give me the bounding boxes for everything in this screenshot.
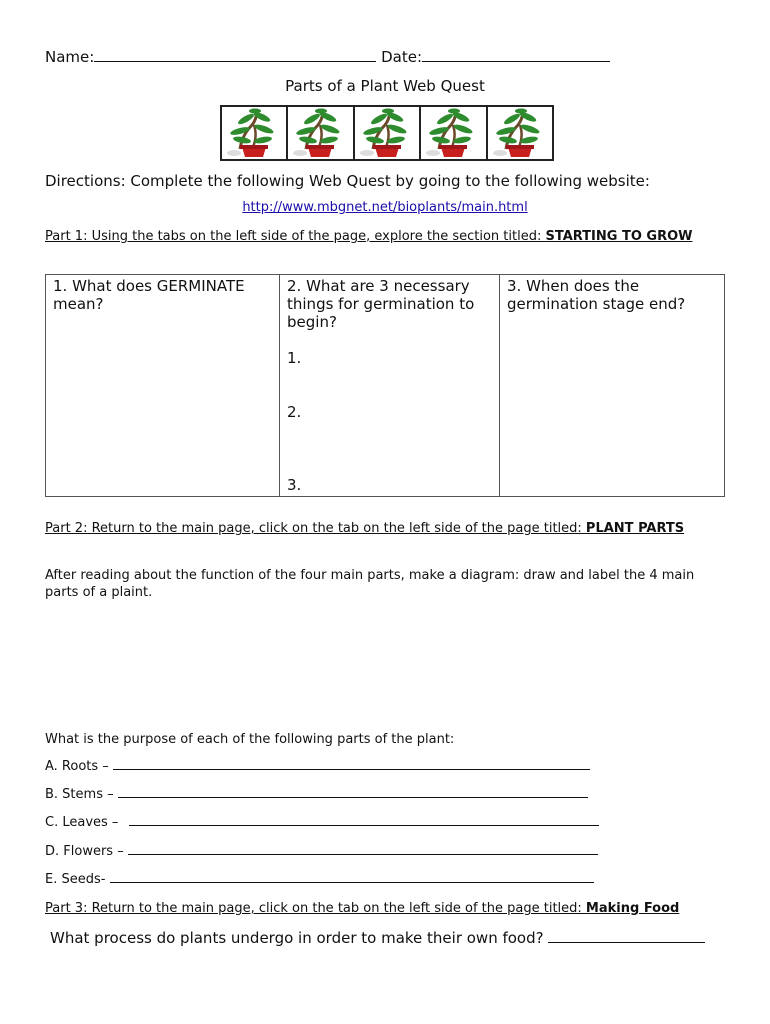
question-cell-2[interactable] [280, 275, 500, 497]
name-label: Name: [45, 48, 95, 66]
date-label: Date: [381, 48, 422, 66]
leaves-label: C. Leaves – [45, 815, 119, 830]
leaves-answer-field[interactable] [129, 815, 599, 826]
question-3: 3. When does the germination stage end? [507, 277, 686, 313]
question-cell-1[interactable] [46, 275, 280, 497]
potted-plant-icon [222, 107, 288, 159]
roots-label: A. Roots – [45, 759, 109, 774]
photosynthesis-answer-field[interactable] [548, 928, 705, 943]
name-date-row [45, 47, 610, 66]
part1-text: Part 1: Using the tabs on the left side of the page, explore the section titled: [45, 229, 546, 244]
photosynthesis-question: What process do plants undergo in order to make their own food? [50, 929, 544, 947]
part1-instruction [45, 228, 695, 245]
seeds-answer-field[interactable] [110, 872, 594, 883]
answer-item-3: 3. [287, 476, 302, 494]
flowers-answer-field[interactable] [128, 844, 598, 855]
question-2: 2. What are 3 necessary things for germination to begin? [287, 277, 475, 331]
photosynthesis-question-row [50, 928, 705, 947]
answer-item-2: 2. [287, 403, 302, 421]
purpose-row-flowers [45, 844, 598, 859]
page-title: Parts of a Plant Web Quest [285, 77, 485, 95]
potted-plant-icon [355, 107, 421, 159]
seeds-label: E. Seeds- [45, 872, 106, 887]
roots-answer-field[interactable] [113, 759, 590, 770]
question-1: 1. What does GERMINATE mean? [53, 277, 245, 313]
date-field[interactable] [422, 47, 610, 62]
purpose-row-leaves [45, 815, 599, 830]
part3-section: Making Food [585, 901, 680, 916]
name-field[interactable] [94, 47, 376, 62]
potted-plant-icon [421, 107, 487, 159]
purpose-row-seeds [45, 872, 594, 887]
stems-answer-field[interactable] [118, 787, 588, 798]
website-link[interactable]: http://www.mbgnet.net/bioplants/main.html [242, 200, 528, 215]
part2-text: Part 2: Return to the main page, click on the tab on the left side of the page titled: [45, 521, 586, 536]
purpose-row-stems [45, 787, 588, 802]
part2-section: PLANT PARTS [585, 521, 685, 536]
flowers-label: D. Flowers – [45, 844, 124, 859]
part1-section: STARTING TO GROW [545, 229, 693, 244]
part3-text: Part 3: Return to the main page, click on the tab on the left side of the page titled: [45, 901, 586, 916]
part2-instruction [45, 520, 695, 537]
potted-plant-icon [488, 107, 552, 159]
purpose-row-roots [45, 759, 590, 774]
directions-text: Directions: Complete the following Web Quest by going to the following website: [45, 172, 650, 190]
question-cell-3[interactable] [500, 275, 725, 497]
answer-item-1: 1. [287, 349, 302, 367]
diagram-instructions: After reading about the function of the four main parts, make a diagram: draw and label the 4 main parts of a plaint. [45, 568, 695, 600]
potted-plant-icon [288, 107, 354, 159]
part3-instruction [45, 900, 735, 917]
germination-questions-table [45, 274, 725, 497]
plant-image-strip [220, 105, 554, 161]
purpose-question: What is the purpose of each of the following parts of the plant: [45, 732, 455, 747]
stems-label: B. Stems – [45, 787, 114, 802]
